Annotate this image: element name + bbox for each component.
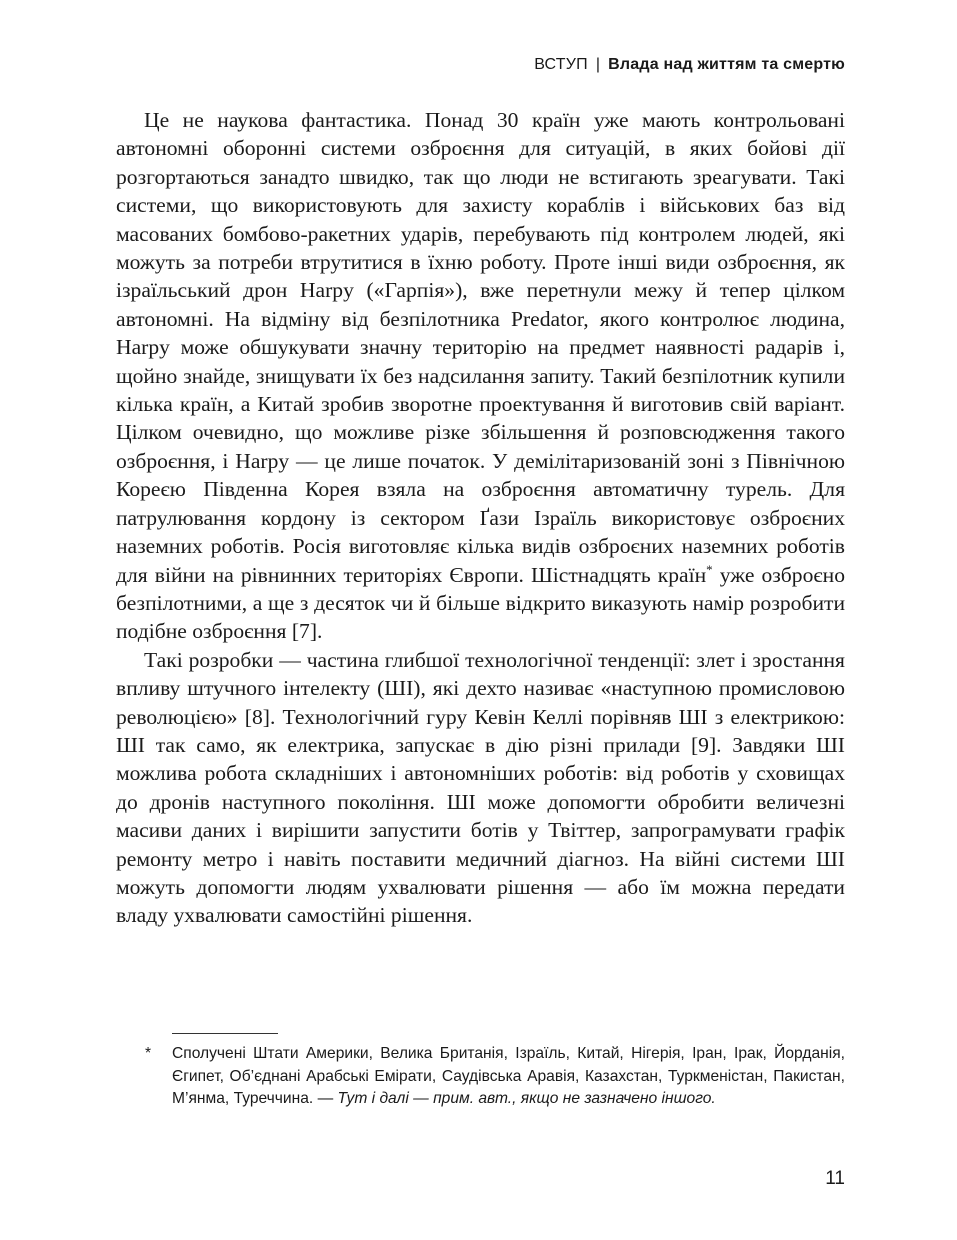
footnote-divider xyxy=(172,1033,278,1034)
header-separator: | xyxy=(595,56,601,73)
header-chapter-title: Влада над життям та смертю xyxy=(608,56,845,73)
paragraph xyxy=(116,106,845,646)
footnote-text: Сполучені Штати Америки, Велика Британія, Ізраїль, Китай, Нігерія, Іран, Ірак, Йорданія, Єгипет, Об’єднані Арабські Емірати, Саудівська Аравія, Казахстан, Туркменістан, Пакистан, М’янма, Туреччина. — xyxy=(172,1045,845,1108)
footnote-body xyxy=(172,1043,845,1111)
page-number: 11 xyxy=(825,1168,845,1189)
header-section: ВСТУП xyxy=(534,56,588,73)
footnote xyxy=(145,1043,845,1111)
running-header xyxy=(534,56,845,74)
main-text xyxy=(116,106,845,930)
paragraph-text: Це не наукова фантастика. Понад 30 країн уже мають контрольовані автономні оборонні системи озброєння для ситуацій, в яких бойові дії розгортаються занадто швидко, так що люди не встигають зреагувати. Такі системи, що використовують для захисту кораблів і військових баз від масованих бомбово-ракетних ударів, перебувають під контролем людей, які можуть за потреби втрутитися в їхню роботу. Проте інші види озброєння, як ізраїльський дрон Harpy («Гарпія»), вже перетнули межу й тепер цілком автономні. На відміну від безпілотника Predator, якого контролює людина, Harpy може обшукувати значну територію на предмет наявності радарів і, щойно знайде, знищувати їх без надсилання запиту. Такий безпілотник купили кілька країн, а Китай зробив зворотне проектування й виготовив свій варіант. Цілком очевидно, що можливе різке збільшення й розповсюдження такого озброєння, і Harpy — це лише початок. У демілітаризованій зоні з Північною Кореєю Південна Корея взяла на озброєння автоматичну турель. Для патрулювання кордону із сектором Ґази Ізраїль використовує озброєних наземних роботів. Росія виготовляє кілька видів озброєних наземних роботів для війни на рівнинних територіях Європи. Шістнадцять країн xyxy=(116,108,845,587)
footnote-italic-note: Тут і далі — прим. авт., якщо не зазначено іншого. xyxy=(337,1090,716,1108)
footnote-mark: * xyxy=(145,1045,152,1062)
paragraph-text: уже озброєно безпілотними, а ще з десяток чи й більше відкрито виказують намір розробити подібне озброєння [7]. xyxy=(116,562,845,644)
paragraph: Такі розробки — частина глибшої технологічної тенденції: злет і зростання впливу штучного інтелекту (ШІ), які дехто називає «наступною промисловою революцією» [8]. Технологічний гуру Кевін Келлі порівняв ШІ з електрикою: ШІ так само, як електрика, запускає в дію різні прилади [9]. Завдяки ШІ можлива робота складніших і автономніших роботів: від роботів у сховищах до дронів наступного покоління. ШІ може допомогти обробити величезні масиви даних і вирішити запустити ботів у Твіттер, запрограмувати графік ремонту метро і навіть поставити медичний діагноз. На війні системи ШІ можуть допомогти людям ухвалювати рішення — або їм можна передати владу ухвалювати самостійні рішення. xyxy=(116,647,845,928)
footnote-reference: * xyxy=(706,561,713,577)
